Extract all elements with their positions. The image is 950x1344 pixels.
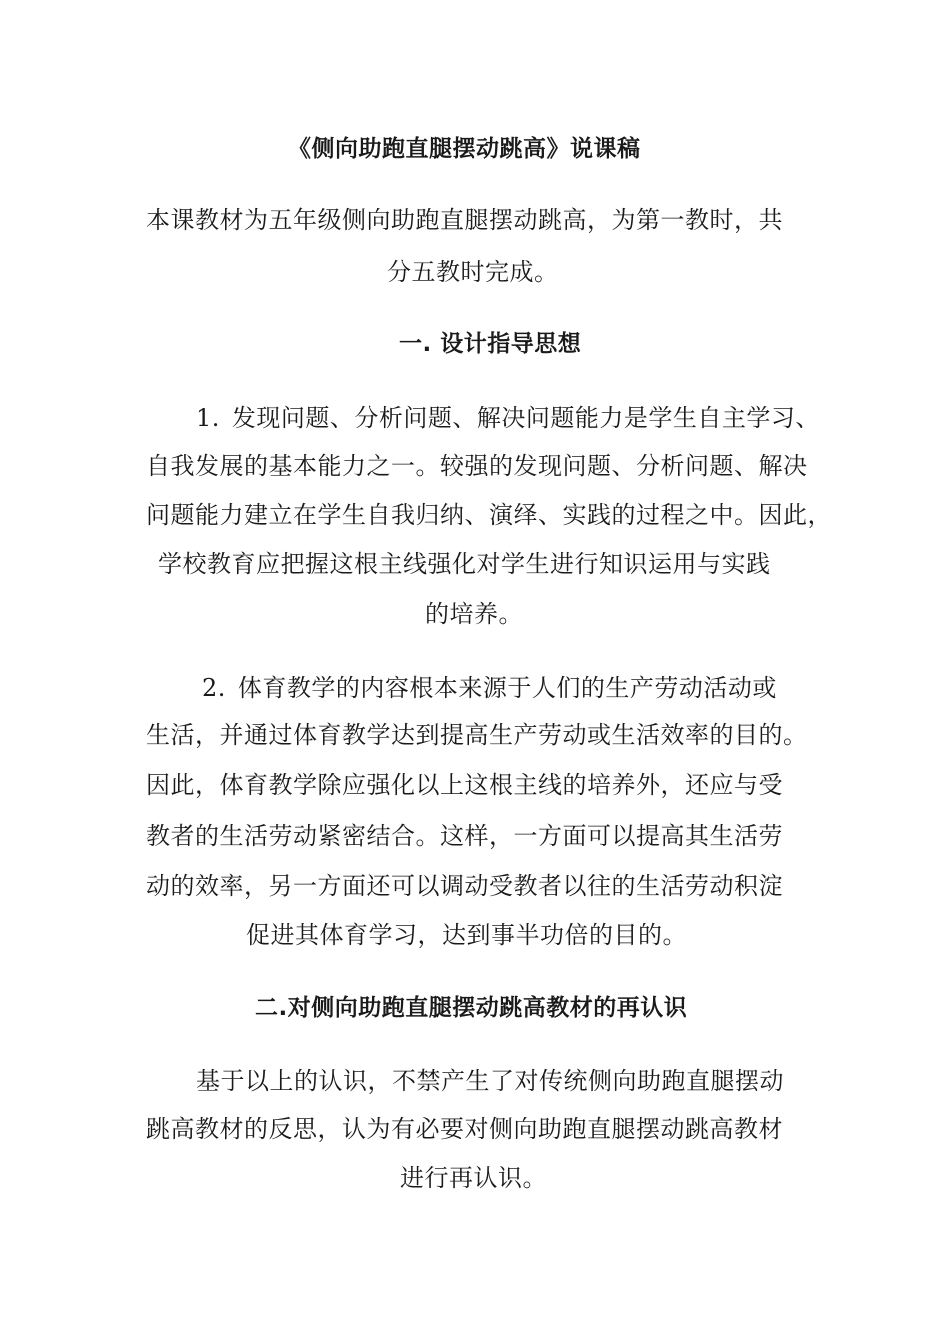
item-2-line-4: 教者的生活劳动紧密结合。这样，一方面可以提高其生活劳 [146, 822, 783, 850]
item-2-line-5: 动的效率，另一方面还可以调动受教者以往的生活劳动积淀 [146, 872, 783, 900]
document-title: 《侧向助跑直腿摆动跳高》说课稿 [288, 136, 641, 162]
item-1-line-5: 的培养。 [425, 600, 523, 628]
item-1-line-4: 学校教育应把握这根主线强化对学生进行知识运用与实践 [158, 550, 771, 578]
item-2-line-6: 促进其体育学习，达到事半功倍的目的。 [246, 921, 687, 949]
section-2-line-1: 基于以上的认识，不禁产生了对传统侧向助跑直腿摆动 [196, 1067, 784, 1095]
item-1-line-3: 问题能力建立在学生自我归纳、演绎、实践的过程之中。因此， [146, 501, 832, 529]
section-1-heading: 一. 设计指导思想 [399, 331, 582, 357]
item-2-line-2: 生活，并通过体育教学达到提高生产劳动或生活效率的目的。 [146, 721, 808, 749]
item-2-line-1 [202, 673, 777, 703]
section-2-line-2: 跳高教材的反思，认为有必要对侧向助跑直腿摆动跳高教材 [146, 1115, 783, 1143]
intro-line-2: 分五教时完成。 [387, 258, 559, 286]
item-2-line-3: 因此，体育教学除应强化以上这根主线的培养外，还应与受 [146, 771, 783, 799]
section-2-line-3: 进行再认识。 [400, 1164, 547, 1192]
item-2-number: 2. [202, 674, 226, 702]
item-1-text: 发现问题、分析问题、解决问题能力是学生自主学习、 [231, 404, 820, 432]
item-1-line-1 [196, 403, 820, 433]
item-1-line-2: 自我发展的基本能力之一。较强的发现问题、分析问题、解决 [146, 452, 808, 480]
section-2-heading: 二.对侧向助跑直腿摆动跳高教材的再认识 [255, 995, 688, 1021]
item-2-text: 体育教学的内容根本来源于人们的生产劳动活动或 [237, 674, 777, 702]
intro-line-1: 本课教材为五年级侧向助跑直腿摆动跳高，为第一教时，共 [146, 206, 783, 234]
item-1-number: 1. [196, 404, 220, 432]
